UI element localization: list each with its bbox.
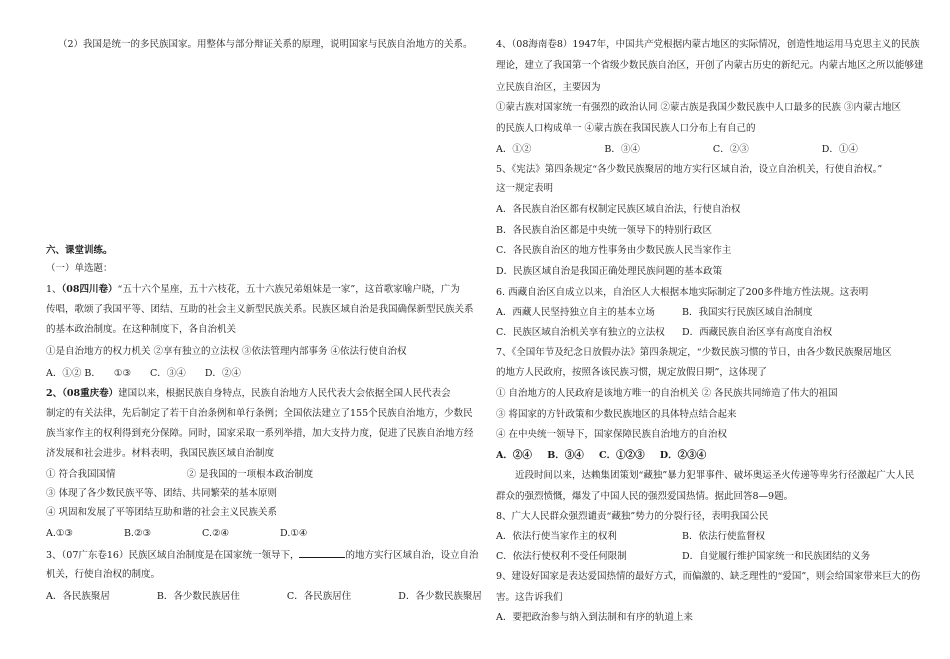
q9-line-2: 害。这告诉我们 [496,592,563,603]
q3-answer-blank [299,548,345,558]
q2-choice-1-2 [46,468,313,481]
q2-line-1: 建国以来，根据民族自身特点，民族自治地方人民代表大会依据全国人民代表会 [118,388,451,399]
q5-line-2: 这一规定表明 [496,183,554,194]
q1-option-b-value: ①③ [113,368,131,379]
passage-line-2: 群众的强烈愤慨，爆发了中国人民的强烈爱国热情。据此回答8—9题。 [496,491,794,502]
q3-option-a: A．各民族聚居 [46,591,110,602]
q1-options [46,367,241,380]
q8-option-d: D．自觉履行维护国家统一和民族团结的义务 [682,551,871,562]
q3-options [46,590,482,603]
q5-option-c: C．各民族自治区的地方性事务由少数民族人民当家作主 [496,245,732,256]
q7-choice-1-2: ① 自治地方的人民政府是该地方唯一的自治机关 ② 各民族共同缔造了伟大的祖国 [496,388,838,399]
q2-choice-4: ④ 巩固和发展了平等团结互助和谐的社会主义民族关系 [46,507,278,518]
q1-option-c: C．③④ [150,368,186,379]
q3-suffix: 的地方实行区域自治，设立自治 [345,550,479,561]
q6-option-a: A．西藏人民坚持独立自主的基本立场 [496,307,655,318]
q3-line-2: 机关，行使自治权的制度。 [46,569,161,580]
q1-option-d: D．②④ [204,368,241,379]
q2-choice-2: ② 是我国的一项根本政治制度 [186,469,314,480]
q6-options-row-1 [496,306,812,319]
q2-choice-3: ③ 体现了各少数民族平等、团结、共同繁荣的基本原则 [46,488,278,499]
q6-option-d: D．西藏民族自治区享有高度自治权 [682,327,833,338]
q6-option-c: C．民族区域自治机关享有独立的立法权 [496,327,665,338]
q2-option-d: D.①④ [280,528,308,539]
q2-number: 2、 [46,388,63,399]
section-title: 六、课堂训练。 [46,245,113,256]
q2-line-3: 族当家作主的权利得到充分保障。同时，国家采取一系列举措，加大支持力度，促进了民族自治地方经 [46,428,474,439]
q5-option-d: D．民族区域自治是我国正确处理民族问题的基本政策 [496,266,723,277]
q8-line: 8、广大人民群众强烈谴责“藏独”势力的分裂行径，表明我国公民 [496,511,769,522]
q4-option-c: C．②③ [712,144,749,155]
q8-options-row-1 [496,530,765,543]
q6-options-row-2 [496,326,832,339]
q1-option-a: A．①② [46,368,82,379]
q5-option-b: B．各民族自治区都是中央统一领导下的特别行政区 [496,225,712,236]
q2-first-line [46,387,451,400]
q4-line-2: 理论，建立了我国第一个省级少数民族自治区，开创了内蒙古历史的新纪元。内蒙古地区之所以能够建 [496,60,924,71]
q5-line-1: 5、《宪法》第四条规定“各少数民族聚居的地方实行区域自治，设立自治机关，行使自治权。” [496,164,883,175]
q4-option-a: A．①② [496,144,532,155]
q3-first-line [46,548,479,562]
q2-line-2: 制定的有关法律，先后制定了若干自治条例和单行条例；全国依法建立了155个民族自治地方，少数民 [46,408,473,419]
q8-option-b: B．依法行使监督权 [682,531,765,542]
subsection-title: （一）单选题： [46,263,113,274]
q7-choice-3: ③ 将国家的方针政策和少数民族地区的具体特点结合起来 [496,409,737,420]
q1-source: （08四川卷） [61,284,118,295]
q7-option-a: A．②④ [496,450,532,461]
q9-line-1: 9、建设好国家是表达爱国热情的最好方式，而偏激的、缺乏理性的“爱国”，则会给国家带来巨大的伤 [496,571,921,582]
q2-options [46,527,307,540]
q7-option-b: B．③④ [547,450,584,461]
q6-line: 6. 西藏自治区自成立以来，自治区人大根据本地实际制定了200多件地方性法规。这表明 [496,287,869,298]
q1-line-2: 传唱，歌颂了我国平等、团结、互助的社会主义新型民族关系。民族区域自治是我国确保新型民族关系 [46,304,474,315]
q4-line-3: 立民族自治区，主要因为 [496,82,601,93]
q1-option-b-label: B． [84,368,101,379]
q4-choices-1: ①蒙古族对国家统一有强烈的政治认同 ②蒙古族是我国少数民族中人口最多的民族 ③内蒙古地区 [496,102,902,113]
q2-option-b: B.②③ [123,528,151,539]
q5-option-a: A．各民族自治区都有权制定民族区域自治法，行使自治权 [496,204,741,215]
q9-option-a: A．要把政治参与纳入到法制和有序的轨道上来 [496,612,693,623]
q3-option-c: C．各民族居住 [286,591,352,602]
q7-line-1: 7、《全国年节及纪念日放假办法》第四条规定，“少数民族习惯的节日，由各少数民族聚居地区 [496,347,892,358]
q1-first-line [46,283,460,296]
q2-choice-1: ① 符合我国国情 [46,469,116,480]
q2-option-c: C.②④ [202,528,230,539]
q7-choice-4: ④ 在中央统一领导下，国家保障民族自治地方的自治权 [496,429,728,440]
q1-line-3: 的基本政治制度。在这种制度下，各自治机关 [46,324,237,335]
q1-choices: ①是自治地方的权力机关 ②享有独立的立法权 ③依法管理内部事务 ④依法行使自治权 [46,346,407,357]
q4-line-1: 4、（08海南卷8）1947年，中国共产党根据内蒙古地区的实际情况，创造性地运用马克思主义的民族 [496,39,920,50]
q1-number: 1、 [46,284,62,295]
q2-prompt: （2）我国是统一的多民族国家。用整体与部分辩证关系的原理，说明国家与民族自治地方的关系。 [58,39,473,50]
q2-option-a: A.①③ [46,528,73,539]
q7-options [496,449,706,462]
q4-option-b: B．③④ [604,144,640,155]
passage-line-1: 近段时间以来，达赖集团策划“藏独”暴力犯罪事件、破坏奥运圣火传递等卑劣行径激起广大人民 [515,470,915,481]
q2-line-4: 济发展和社会进步。材料表明，我国民族区域自治制度 [46,448,275,459]
q2-source: （08重庆卷） [62,388,119,399]
q3-prefix: 3、（07广东卷16）民族区域自治制度是在国家统一领导下， [46,550,300,561]
q8-option-c: C．依法行使权利不受任何限制 [496,551,627,562]
q4-option-d: D．①④ [821,144,858,155]
q3-option-d: D．各少数民族聚居 [398,591,482,602]
q4-options [496,143,858,156]
q7-line-2: 的地方人民政府，按照各该民族习惯，规定放假日期”，这体现了 [496,367,767,378]
q3-option-b: B．各少数民族居住 [156,591,240,602]
q6-option-b: B．我国实行民族区域自治制度 [682,307,813,318]
q8-option-a: A．依法行使当家作主的权利 [496,531,617,542]
q1-line-1: “五十六个星座，五十六枝花，五十六族兄弟姐妹是一家”，这首歌家喻户晓，广为 [117,284,460,295]
q8-options-row-2 [496,550,870,563]
q7-option-c: C．①②③ [599,450,645,461]
q7-option-d: D．②③④ [659,450,707,461]
q4-choices-2: 的民族人口构成单一 ④蒙古族在我国民族人口分布上有自己的 [496,123,756,134]
